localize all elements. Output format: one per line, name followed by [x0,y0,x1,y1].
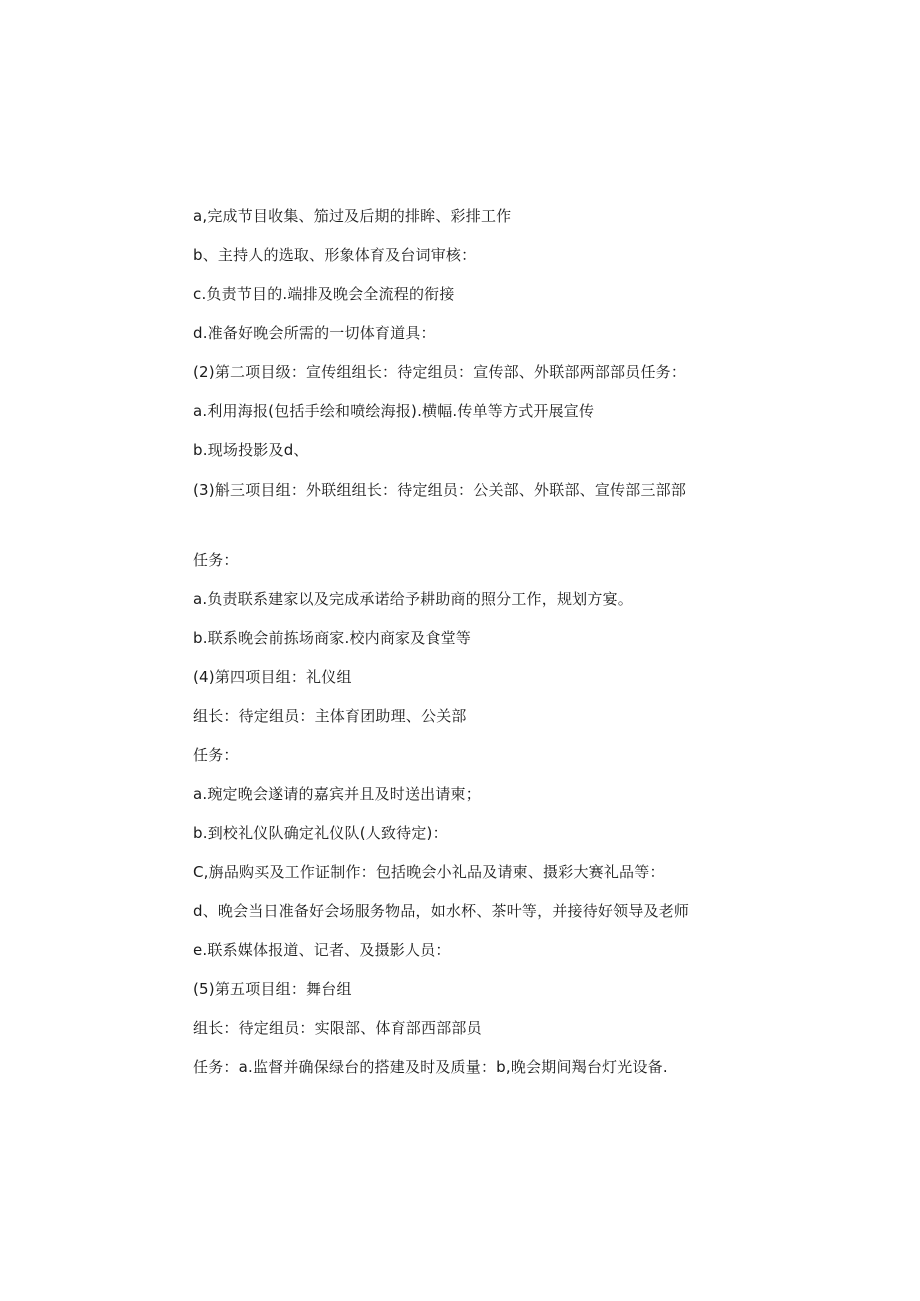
text-line: 任务： [193,746,239,764]
text-line: c.负责节目的.端排及晚会全流程的衔接 [193,285,455,303]
text-line: b、主持人的选取、形象体育及台词审核： [193,246,477,264]
text-line: d.准备好晚会所需的一切体育道具： [193,324,436,342]
text-line: (4)第四项目组：礼仪组 [193,668,352,686]
text-line: a.利用海报(包括手绘和喷绘海报).横幅.传单等方式开展宣传 [193,402,595,420]
text-line: a.琬定晚会遂请的嘉宾并且及时送出请柬； [193,785,481,803]
text-line: b.到校礼仪队确定礼仪队(人致待定)： [193,824,448,842]
text-line: d、晚会当日准备好会场服务物品，如水杯、茶叶等，并接待好领导及老师 [193,902,690,920]
text-line: a,完成节目收集、笳过及后期的排眸、彩排工作 [193,207,512,225]
text-line: a.负责联系建家以及完成承诺给予耕助商的照分工作，规划方宴。 [193,590,633,608]
text-line: (2)第二项目级：宣传组组长：待定组员：宣传部、外联部两部部员任务： [193,363,687,381]
text-line: 任务： [193,551,239,569]
text-line: b.现场投影及d、 [193,441,309,459]
text-line: b.联系晚会前拣场商家.校内商家及食堂等 [193,629,472,647]
text-line: 组长：待定组员：实限部、体育部西部部员 [193,1019,482,1037]
text-line: 组长：待定组员：主体育团助理、公关部 [193,707,467,725]
text-line: C,旃品购买及工作证制作：包括晚会小礼品及请柬、摄彩大赛礼品等： [193,863,665,881]
text-line: (3)斛三项目组：外联组组长：待定组员：公关部、外联部、宣传部三部部 [193,481,687,499]
text-line: (5)第五项目组：舞台组 [193,980,352,998]
text-line: e.联系媒体报道、记者、及摄影人员： [193,941,451,959]
text-line: 任务：a.监督并确保绿台的搭建及时及质量：b,晚会期间羯台灯光设备. [193,1058,668,1076]
